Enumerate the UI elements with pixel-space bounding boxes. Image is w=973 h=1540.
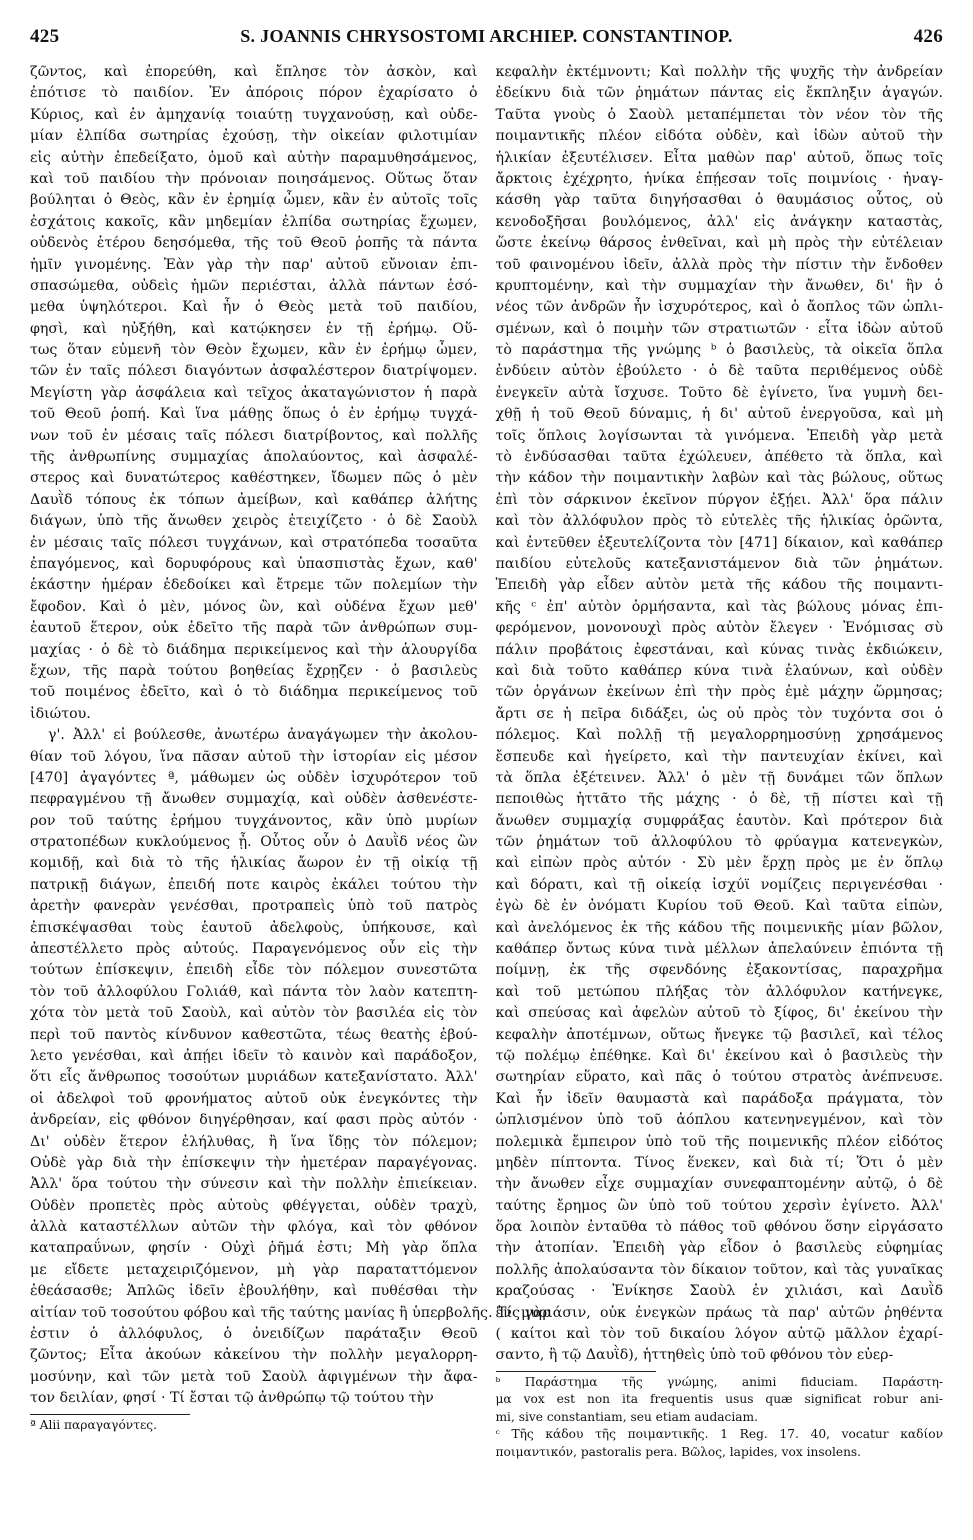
text-line: σαντο, ἢ τῷ Δαυῒδ), ἡττηθεὶς ὑπὸ τοῦ φθόνου τὸν εὐερ-	[495, 1347, 894, 1364]
text-line: ἡμῖν γινομένης. Ἐὰν γὰρ τὴν παρ' αὐτοῦ εὔνοιαν ἐπι-	[30, 256, 478, 273]
text-line: ἀνδρείαν, εἰς φθόνον διηγέρθησαν, καί φασι πρὸς αὐτόν ·	[30, 1112, 478, 1129]
text-line: καὶ ἐντεῦθεν ἐξευτελίζοντα τὸν [471] δίκαιον, καὶ καθάπερ	[495, 534, 943, 551]
text-line: διάγων, ὑπὸ τῆς ἄνωθεν χειρὸς ἐτειχίζετο · ὁ δὲ Σαοὺλ	[30, 513, 478, 530]
text-line: Μεγίστη γὰρ ἀσφάλεια καὶ τεῖχος ἀκαταγώνιστον ἡ παρὰ	[30, 384, 478, 401]
text-line: ἐδείκνυ διὰ τῶν ῥημάτων πάντας εἰς ἔκπληξιν ἀγαγών.	[495, 85, 943, 102]
text-line: ἐπότισε τὸ παιδίον. Ἐν ἀπόροις πόρον ἐχαρίσατο ὁ	[30, 85, 478, 102]
text-line: ἐνεγκεῖν αὐτὰ ἴσχυσε. Τοῦτο δὲ ἐγίνετο, ἵνα γυμνὴ δει-	[495, 384, 943, 401]
running-header	[30, 26, 943, 56]
text-line: Ἐπειδὴ γὰρ εἶδεν αὐτὸν μετὰ τῆς κάδου τῆς ποιμαντι-	[495, 577, 943, 594]
text-line: τὸ παράστημα τῆς γνώμης ᵇ ὁ βασιλεὺς, τὰ οἰκεῖα ὅπλα	[495, 342, 943, 359]
text-line: τοῖς ὅπλοις λογίσωνται τὰ γινόμενα. Ἐπειδὴ γὰρ μετὰ	[495, 427, 943, 444]
text-line: ἐσχάτοις κακοῖς, κἂν μηδεμίαν ἐλπίδα σωτηρίας ἔχωμεν,	[30, 213, 478, 230]
text-line: νων τοῦ ἐν μέσαις ταῖς πόλεσι διατρίβοντος, καὶ πολλῆς	[30, 427, 478, 444]
text-line: Κύριος, καὶ ἐν ἀμηχανίᾳ τοιαύτῃ τυγχανούσῃ, καὶ οὐδε-	[30, 106, 478, 123]
text-line: τὴν ἄνωθεν εἶχε συμμαχίαν συνεφαπτομένην αὐτῷ, ὁ δὲ	[495, 1176, 943, 1193]
text-line: τὴν ἀτοπίαν. Ἐπειδὴ γὰρ εἶδον ὁ βασιλεὺς εὐφημίας	[495, 1240, 943, 1257]
text-line: Οὐδὲν προπετὲς πρὸς αὐτοὺς φθέγγεται, οὐδὲν τραχὺ,	[30, 1197, 478, 1214]
text-line: καὶ διὰ τοῦτο καθάπερ κύνα τινὰ ἐλαύνων, καὶ οὐδὲν	[495, 662, 943, 679]
text-line: ὡπλισμένον ὑπὸ τοῦ ἀόπλου κατενηνεγμένον, καὶ τὸν	[495, 1112, 943, 1129]
text-line: ποιμαντικῆς πλέον εἰδότα οὐδὲν, καὶ ἰδὼν αὐτοῦ τὴν	[495, 128, 943, 145]
text-line: με εἴδετε μεταχειριζόμενον, μὴ γὰρ παραταττόμενον	[30, 1261, 478, 1278]
right-page-number: 426	[913, 26, 943, 47]
text-line: οὐδενὸς ἑτέρου δεησόμεθα, τῆς τοῦ Θεοῦ ῥοπῆς τὰ πάντα	[30, 235, 478, 252]
text-line: κάσθη γὰρ ταῦτα διηγήσασθαι ὁ θαυμάσιος οὗτος, οὐ	[495, 192, 943, 209]
text-line: τῶν ἐν ταῖς πόλεσι διαγόντων ἀσφαλέστερον διατρίψομεν.	[30, 363, 478, 380]
text-line: κεφαλὴν ἀποτέμνων, οὕτως ἤνεγκε τῷ βασιλεῖ, καὶ τέλος	[495, 1026, 943, 1043]
text-line: οἱ ἀδελφοὶ τοῦ φρονήματος αὐτοῦ οὐκ ἐνεγκόντες τὴν	[30, 1090, 478, 1107]
text-line: μαχίας · ὁ δὲ τὸ διάδημα περικείμενος καὶ τὴν ἁλουργίδα	[30, 641, 478, 658]
text-line: καὶ δόρατι, καὶ τῇ οἰκείᾳ ἰσχύϊ νομίζεις περιγενέσθαι ·	[495, 876, 943, 893]
text-line: κενοδοξῆσαι βουλόμενος, ἀλλ' εἰς ἀνάγκην καταστὰς,	[495, 213, 943, 230]
text-line: τοῦ Θεοῦ ῥοπή. Καὶ ἵνα μάθῃς ὅπως ὁ ἐν ἐρήμῳ τυγχά-	[30, 406, 478, 423]
text-line: πεφραγμένου τῇ ἄνωθεν συμμαχίᾳ, καὶ οὐδὲν ἀσθενέστε-	[30, 791, 478, 808]
text-line: ἄρκτοις ἐχέχρητο, ἡνίκα ἐπῄεσαν τοῖς ποιμνίοις · ἠναγ-	[495, 170, 943, 187]
footnote-line: mi, sive constantiam, seu etiam audaciam.	[495, 1409, 758, 1424]
text-line: σωτηρίαν εὕρατο, καὶ πᾶς ὁ τούτου στρατὸς ἀνέπνευσε.	[495, 1069, 943, 1086]
text-line: Οὐδὲ γὰρ διὰ τὴν ἐπίσκεψιν τὴν ἡμετέραν παραγέγονας.	[30, 1154, 478, 1171]
text-line: κομιδῇ, καὶ διὰ τὸ τῆς ἡλικίας ἄωρον ἐν τῇ οἰκίᾳ τῇ	[30, 855, 478, 872]
text-line: κῆς ᶜ ἐπ' αὐτὸν ὁρμήσαντα, καὶ τὰς βώλους μόνας ἐπι-	[495, 598, 943, 615]
text-line: τῆς ἀνθρωπίνης συμμαχίας ἀπολαύοντος, καὶ ἀσφαλέ-	[30, 449, 478, 466]
text-line: πόλεμος. Καὶ πολλῇ τῇ μεγαλορρημοσύνῃ χρησάμενος	[495, 727, 943, 744]
text-line: ἄνωθεν συμμαχίᾳ συμφράξας ἑαυτὸν. Καὶ πρότερον διὰ	[495, 812, 943, 829]
text-line: ἔσπευδε καὶ ἡγείρετο, καὶ τὴν παντευχίαν ἐκίνει, καὶ	[495, 748, 943, 765]
text-line: τούτων ἐπίσκεψιν, ἐπειδὴ εἶδε τὸν πόλεμον συνεστῶτα	[30, 962, 478, 979]
text-line: ἑκάστην ἡμέραν ἐδεδοίκει καὶ ἔτρεμε τῶν πολεμίων τὴν	[30, 577, 478, 594]
text-line: πολεμικὰ ἔμπειρον ὑπὸ τοῦ τῆς ποιμενικῆς πλέον εἰδότος	[495, 1133, 943, 1150]
text-line: πάλιν προβάτοις ἐφεστάναι, καὶ κύνας τινὰς ἐκδιώκειν,	[495, 641, 943, 658]
text-line: γ'. Ἀλλ' εἰ βούλεσθε, ἀνωτέρω ἀναγάγωμεν τὴν ἀκολου-	[48, 727, 478, 744]
text-line: [470] ἀγαγόντες ª, μάθωμεν ὡς οὐδὲν ἰσχυρότερον τοῦ	[30, 769, 478, 786]
text-line: καὶ σπεύσας καὶ ἀφελὼν αὐτοῦ τὸ ξίφος, δι' ἐκείνου τὴν	[495, 1005, 943, 1022]
text-line: τὴν κάδον τὴν ποιμαντικὴν λαβὼν καὶ τὰς βώλους, οὕτως	[495, 470, 943, 487]
text-line: πατρικῇ διάγων, ἐπειδή ποτε καιρὸς ἐκάλει τούτου τὴν	[30, 876, 478, 893]
text-line: ἡλικίαν ἐξευτέλισεν. Εἶτα μαθὼν παρ' αὐτοῦ, ὅπως τοῖς	[495, 149, 943, 166]
text-line: ἰδιώτου.	[30, 705, 91, 722]
text-line: ἐν μυριάσιν, οὐκ ἐνεγκὼν πράως τὰ παρ' αὐτῶν ῥηθέντα	[495, 1304, 943, 1321]
text-line: εἰς αὐτὴν ἐπεδείξατο, ὁμοῦ καὶ αὐτὴν παραμυθησάμενος,	[30, 149, 478, 166]
text-line: ἐπαγόμενος, καὶ δορυφόρους καὶ ὑπασπιστὰς ἔχων, καθ'	[30, 555, 478, 572]
text-line: ἐθεάσασθε; Ἁπλῶς ἰδεῖν ἐβουλήθην, καὶ πυθέσθαι τὴν	[30, 1283, 478, 1300]
text-line: ἐπὶ τὸν σάρκινον ἐκεῖνον πύργον ἐξῄει. Ἀλλ' ὅρα πάλιν	[495, 491, 943, 508]
text-line: λετο γενέσθαι, καὶ ἀπῄει ἰδεῖν τὸ καινὸν καὶ παράδοξον,	[30, 1047, 478, 1064]
text-line: ἐγὼ δὲ ἐν ὀνόματι Κυρίου τοῦ Θεοῦ. Καὶ ταῦτα εἰπὼν,	[495, 898, 943, 915]
text-line: φερόμενον, μονονουχὶ πρὸς αὐτὸν ἔλεγεν · Ἐνόμισας σὺ	[495, 620, 943, 637]
text-line: ἑαυτοῦ ἕτερον, οὐκ ἐδεῖτο τῆς παρὰ τῶν ἀνθρώπων συμ-	[30, 620, 478, 637]
text-line: σπασώμεθα, οὐδεὶς ἡμῶν περιέσται, ἀλλὰ πάντων ἐσό-	[30, 277, 478, 294]
text-line: ποίμνῃ, ἐκ τῆς σφενδόνης ἐξακοντίσας, παραχρῆμα	[495, 962, 943, 979]
text-line: καταπραΰνων, φησίν · Οὐχὶ ῥῆμά ἐστι; Μὴ γὰρ ὅπλα	[30, 1240, 478, 1257]
text-line: κρυπτομένην, καὶ τὴν συμμαχίαν τὴν ἄνωθεν, δι' ἣν ὁ	[495, 277, 943, 294]
text-line: τῶν ὀργάνων ἐκείνων ἐπὶ τὴν πρὸς ἐμὲ μάχην ὥρμησας;	[495, 684, 943, 701]
text-line: τὸ ἐνδύσασθαι ταῦτα ἐχώλευεν, ἀπέθετο τὰ ὅπλα, καὶ	[495, 449, 943, 466]
text-line: ρον τοῦ ταύτης ἐρήμου τυγχάνοντος, κἂν ὑπὸ μυρίων	[30, 812, 478, 829]
text-line: φησὶ, καὶ ηὐξήθη, καὶ κατῴκησεν ἐν τῇ ἐρήμῳ. Οὕ-	[30, 320, 478, 337]
text-line: χότα τὸν μετὰ τοῦ Σαοὺλ, καὶ αὐτὸν τὸν βασιλέα εἰς τὸν	[30, 1005, 478, 1022]
text-line: ὥστε ἐκείνῳ θάρσος ἐνθεῖναι, καὶ μὴ πρὸς τὴν εὐτέλειαν	[495, 235, 943, 252]
text-line: ἄρτι σε ἡ πεῖρα διδάξει, ὡς οὐ πρὸς τὸν τυχόντα σοι ὁ	[495, 705, 943, 722]
text-line: Καὶ ἦν ἰδεῖν θαυμαστὰ καὶ παράδοξα πράγματα, τὸν	[495, 1090, 943, 1107]
text-line: ἀπεστέλλετο πρὸς αὐτούς. Παραγενόμενος οὖν εἰς τὴν	[30, 941, 478, 958]
text-line: τον δειλίαν, φησί · Τί ἔσται τῷ ἀνθρώπῳ τῷ τούτου τὴν	[30, 1390, 434, 1407]
text-line: κραζούσας · Ἐνίκησε Σαοὺλ ἐν χιλιάσι, καὶ Δαυῒδ	[495, 1283, 943, 1300]
footnote-line: ᵇ Παράστημα τῆς γνώμης, animi fiduciam. Παράστη-	[495, 1374, 943, 1389]
text-line: νέος τῶν ἀνδρῶν ἦν ἰσχυρότερος, καὶ ὁ ἄοπλος τῶν ὡπλι-	[495, 299, 943, 316]
left-column	[30, 62, 551, 1532]
text-line: περὶ τοῦ παντὸς κίνδυνον καθεστῶτα, τέως θεατὴς ἐβού-	[30, 1026, 478, 1043]
text-line: θίαν τοῦ λόγου, ἵνα πᾶσαν αὐτοῦ τὴν ἱστορίαν εἰς μέσον	[30, 748, 478, 765]
text-line: μηδὲν πίπτοντα. Τίνος ἕνεκεν, καὶ διὰ τί; Ὅτι ὁ μὲν	[495, 1154, 943, 1171]
text-line: στρατοπέδων κυκλούμενος ᾖ. Οὗτος οὖν ὁ Δαυῒδ νέος ὢν	[30, 834, 478, 851]
text-line: ζῶντος; Εἶτα ἀκούων κἀκείνου τὴν πολλὴν μεγαλορρη-	[30, 1347, 478, 1364]
text-line: καθάπερ ὄντως κύνα τινὰ μέλλων ἀπελαύνειν ἐπιόντα τῇ	[495, 941, 943, 958]
text-line: τοῦ φαινομένου ἰδεῖν, ἀλλὰ πρὸς τὴν πίστιν τὴν ἔνδοθεν	[495, 256, 943, 273]
footnotes	[496, 1374, 944, 1462]
text-line: ἐνδύειν αὐτὸν ἐβούλετο · ὁ δὲ ταῦτα περιθέμενος οὐδὲ	[495, 363, 943, 380]
text-line: Ἀλλ' ὅρα τούτου τὴν σύνεσιν καὶ τὴν πολλὴν ἐπιείκειαν.	[30, 1176, 478, 1193]
text-line: καὶ εἰπὼν πρὸς αὐτόν · Σὺ μὲν ἔρχῃ πρὸς με ἐν ὅπλῳ	[495, 855, 943, 872]
text-line: καὶ τὸν ἀλλόφυλον πρὸς τὸ εὐτελὲς τῆς ἡλικίας ὁρῶντα,	[495, 513, 943, 530]
text-line: τῶν ῥημάτων τοῦ ἀλλοφύλου τὸ φρύαγμα κατενεγκὼν,	[495, 834, 943, 851]
text-line: καὶ τοῦ παιδίου τὴν πρόνοιαν ποιησάμενος. Οὕτως ὅταν	[30, 170, 478, 187]
text-line: ἐν μέσαις ταῖς πόλεσι τυγχάνων, καὶ στρατόπεδα τοσαῦτα	[30, 534, 478, 551]
text-line: ἀρετὴν φανερὰν γενέσθαι, προτραπεὶς ὑπὸ τοῦ πατρὸς	[30, 898, 478, 915]
text-line: τῷ πολέμῳ ἐπέθηκε. Καὶ δι' ἐκείνου καὶ ὁ βασιλεὺς τὴν	[495, 1047, 943, 1064]
text-line: μίαν ἐλπίδα σωτηρίας ἐχούσῃ, τὴν οἰκείαν φιλοτιμίαν	[30, 128, 478, 145]
text-line: τως ὅταν εὐμενῆ τὸν Θεὸν ἔχωμεν, κἂν ἐν ἐρήμῳ ὦμεν,	[30, 342, 478, 359]
text-line: τὰ ὅπλα ἐξέτεινεν. Ἀλλ' ὁ μὲν τῇ δυνάμει τῶν ὅπλων	[495, 769, 943, 786]
footnotes	[30, 1417, 478, 1435]
footnote-line: μα vox est non ita frequentis usus quæ significat robur ani-	[495, 1392, 943, 1407]
text-line: Ταῦτα γνοὺς ὁ Σαοὺλ μεταπέμπεται τὸν νέον τὸν τῆς	[495, 106, 943, 123]
two-column-body	[30, 62, 943, 1532]
text-line: ὅρα λοιπὸν ἐνταῦθα τὸ πάθος τοῦ φθόνου ὅσην εἰργάσατο	[495, 1219, 943, 1236]
text-line: βούληται ὁ Θεὸς, κἂν ἐν ἐρημίᾳ ὦμεν, κἂν ἐν αὐτοῖς τοῖς	[30, 192, 478, 209]
footnote-line: ποιμαντικόν, pastoralis pera. Βῶλος, lapides, vox insolens.	[495, 1444, 862, 1459]
text-line: μοσύνην, καὶ τῶν μετὰ τοῦ Σαοὺλ ἀφιγμένων τὴν ἄφα-	[30, 1368, 478, 1385]
text-line: ὅτι εἷς ἄνθρωπος τοσούτων μυριάδων κατεξανίστατο. Ἀλλ'	[30, 1069, 478, 1086]
text-line: Δαυῒδ τόπους ἐκ τόπων ἀμείβων, καὶ καθάπερ ἀλήτης	[30, 491, 478, 508]
footnote-rule	[496, 1371, 656, 1372]
text-line: ζῶντος, καὶ ἐπορεύθη, καὶ ἔπλησε τὸν ἀσκὸν, καὶ	[30, 64, 478, 80]
footnote-line: ᶜ Τῆς κάδου τῆς ποιμαντικῆς. 1 Reg. 17. 40, vocatur καδίον	[495, 1427, 943, 1442]
text-line: στερος καὶ δυνατώτερος καθέστηκεν, ἴδωμεν πῶς ὁ μὲν	[30, 470, 478, 487]
footnote-rule	[30, 1414, 190, 1415]
text-line: ἀλλὰ καταστέλλων αὐτῶν τὴν φλόγα, καὶ τὸν φθόνον	[30, 1219, 478, 1236]
footnote-line: ª Alii παραγαγόντες.	[30, 1417, 157, 1432]
text-line: αἰτίαν τοῦ τοσούτου φόβου καὶ τῆς ταύτης μανίας ἢ ὑπερβολῆς. Τίς γὰρ	[30, 1304, 551, 1321]
text-line: πεποιθὼς ἡττᾶτο τῆς μάχης · ὁ δὲ, τῇ πίστει καὶ τῇ	[495, 791, 943, 808]
text-line: ἐπισκέψασθαι τοὺς ἑαυτοῦ ἀδελφοὺς, ὑπήκουσε, καὶ	[30, 919, 478, 936]
right-column	[496, 62, 944, 1532]
text-line: ἔφοδον. Καὶ ὁ μὲν, μόνος ὢν, καὶ οὐδένα ἔχων μεθ'	[30, 598, 478, 615]
text-line: ἐστιν ὁ ἀλλόφυλος, ὁ ὀνειδίζων παράταξιν Θεοῦ	[30, 1326, 478, 1343]
text-line: καὶ ἀνελόμενος ἐκ τῆς κάδου τῆς ποιμενικῆς μίαν βῶλον,	[495, 919, 943, 936]
text-line: ἔχων, τῆς παρὰ τούτου βοηθείας ἔχρῃζεν · ὁ βασιλεὺς	[30, 662, 478, 679]
running-title: S. JOANNIS CHRYSOSTOMI ARCHIEP. CONSTANTINOP.	[240, 26, 733, 46]
text-line: Δι' οὐδὲν ἕτερον ἐλήλυθας, ἢ ἵνα ἴδῃς τὸν πόλεμον;	[30, 1133, 478, 1150]
text-line: σμένων, καὶ ὁ ποιμὴν τῶν στρατιωτῶν · εἶτα ἰδὼν αὐτοῦ	[495, 320, 943, 337]
text-line: ( καίτοι καὶ τὸν τοῦ δικαίου λόγον αὐτῷ μᾶλλον ἐχαρί-	[495, 1326, 943, 1343]
text-line: κεφαλὴν ἐκτέμνοντι; Καὶ πολλὴν τῆς ψυχῆς τὴν ἀνδρείαν	[495, 64, 943, 80]
text-line: τὸν τοῦ ἀλλοφύλου Γολιάθ, καὶ πάντα τὸν λαὸν κατεπτη-	[30, 983, 478, 1000]
text-line: χθῇ ἡ τοῦ Θεοῦ δύναμις, ἡ δι' αὐτοῦ ἐνεργοῦσα, καὶ μὴ	[495, 406, 943, 423]
text-line: τοῦ ποιμένος ἐδεῖτο, καὶ ὁ τὸ διάδημα περικείμενος τοῦ	[30, 684, 478, 701]
text-line: παιδίου εὐτελοῦς κατεξανιστάμενον διὰ τῶν ῥημάτων.	[495, 555, 943, 572]
text-line: πολλῆς ἀπολαύσαντα τὸν δίκαιον τοῦτον, καὶ τὰς γυναῖκας	[495, 1261, 943, 1278]
text-line: ταύτης ἔρημος ὢν ὑπὸ τοῦ τούτου χερσὶν ἐγίνετο. Ἀλλ'	[495, 1197, 943, 1214]
left-page-number: 425	[30, 26, 60, 47]
text-line: μεθα ὑψηλότεροι. Καὶ ἦν ὁ Θεὸς μετὰ τοῦ παιδίου,	[30, 299, 478, 316]
text-line: καὶ τοῦ μετώπου πλήξας τὸν ἀλλόφυλον κατήνεγκε,	[495, 983, 943, 1000]
